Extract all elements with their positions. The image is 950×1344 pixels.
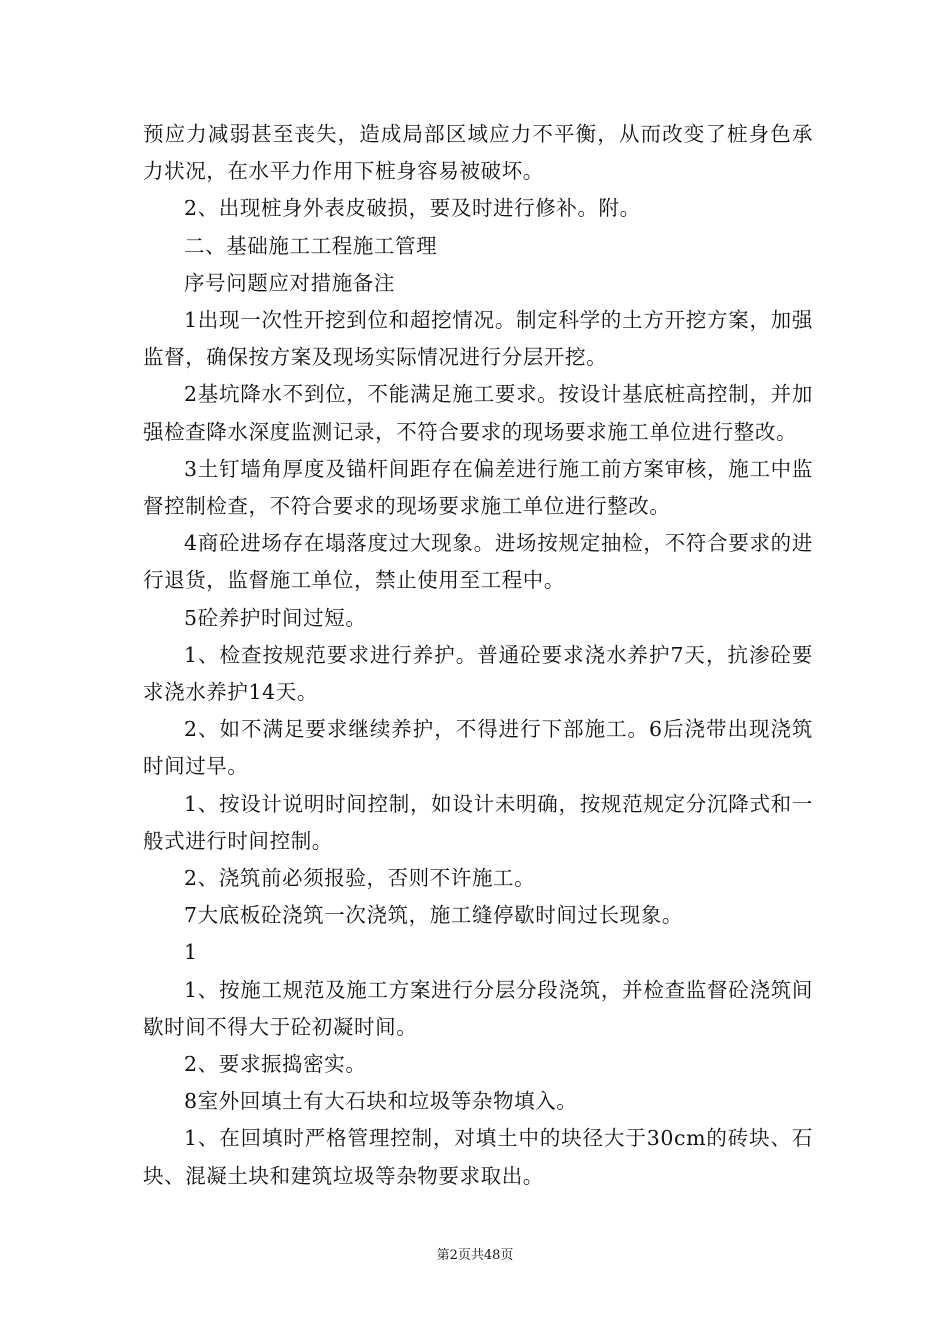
paragraph-item-8: 8室外回填土有大石块和垃圾等杂物填入。 — [184, 1089, 578, 1114]
paragraph-item-6-measure-2: 2、浇筑前必须报验，否则不许施工。 — [184, 866, 536, 891]
section-heading: 二、基础施工工程施工管理 — [184, 233, 438, 258]
paragraph-item-7: 7大底板砼浇筑一次浇筑，施工缝停歇时间过长现象。 — [184, 903, 683, 928]
paragraph-item-7-measure-1: 1、按施工规范及施工方案进行分层分段浇筑，并检查监督砼浇筑间歇时间不得大于砼初凝时间。 — [143, 977, 813, 1039]
document-body — [143, 116, 813, 1195]
paragraph-item-2: 2基坑降水不到位，不能满足施工要求。按设计基底桩高控制，并加强检查降水深度监测记录，不符合要求的现场要求施工单位进行整改。 — [143, 382, 813, 444]
paragraph-item-6-measure-1: 1、按设计说明时间控制，如设计未明确，按规范规定分沉降式和一般式进行时间控制。 — [143, 791, 813, 853]
paragraph-item-5-measure-1: 1、检查按规范要求进行养护。普通砼要求浇水养护7天，抗渗砼要求浇水养护14天。 — [143, 642, 813, 705]
page-footer — [0, 1247, 950, 1265]
table-header-line: 序号问题应对措施备注 — [184, 270, 395, 295]
paragraph-1: 预应力减弱甚至丧失，造成局部区域应力不平衡，从而改变了桩身色承力状况，在水平力作用下桩身容易被破坏。 — [143, 122, 813, 184]
paragraph-item-1: 1出现一次性开挖到位和超挖情况。制定科学的土方开挖方案，加强监督，确保按方案及现场实际情况进行分层开挖。 — [143, 308, 813, 370]
paragraph-item-5: 5砼养护时间过短。 — [184, 605, 367, 630]
paragraph-item-3: 3土钉墙角厚度及锚杆间距存在偏差进行施工前方案审核，施工中监督控制检查，不符合要求的现场要求施工单位进行整改。 — [143, 456, 813, 519]
paragraph-item-4: 4商砼进场存在塌落度过大现象。进场按规定抽检，不符合要求的进行退货，监督施工单位，禁止使用至工程中。 — [143, 531, 813, 593]
paragraph-item-7-measure-2: 2、要求振捣密实。 — [184, 1052, 367, 1077]
page-number-label: 第2页共48页 — [436, 1248, 514, 1263]
paragraph-item-8-measure-1: 1、在回填时严格管理控制，对填土中的块径大于30cm的砖块、石块、混凝土块和建筑垃圾等杂物要求取出。 — [143, 1126, 813, 1188]
paragraph-2: 2、出现桩身外表皮破损，要及时进行修补。附。 — [184, 196, 641, 221]
paragraph-number: 1 — [184, 940, 198, 965]
paragraph-item-5-measure-2: 2、如不满足要求继续养护，不得进行下部施工。6后浇带出现浇筑时间过早。 — [143, 717, 813, 779]
